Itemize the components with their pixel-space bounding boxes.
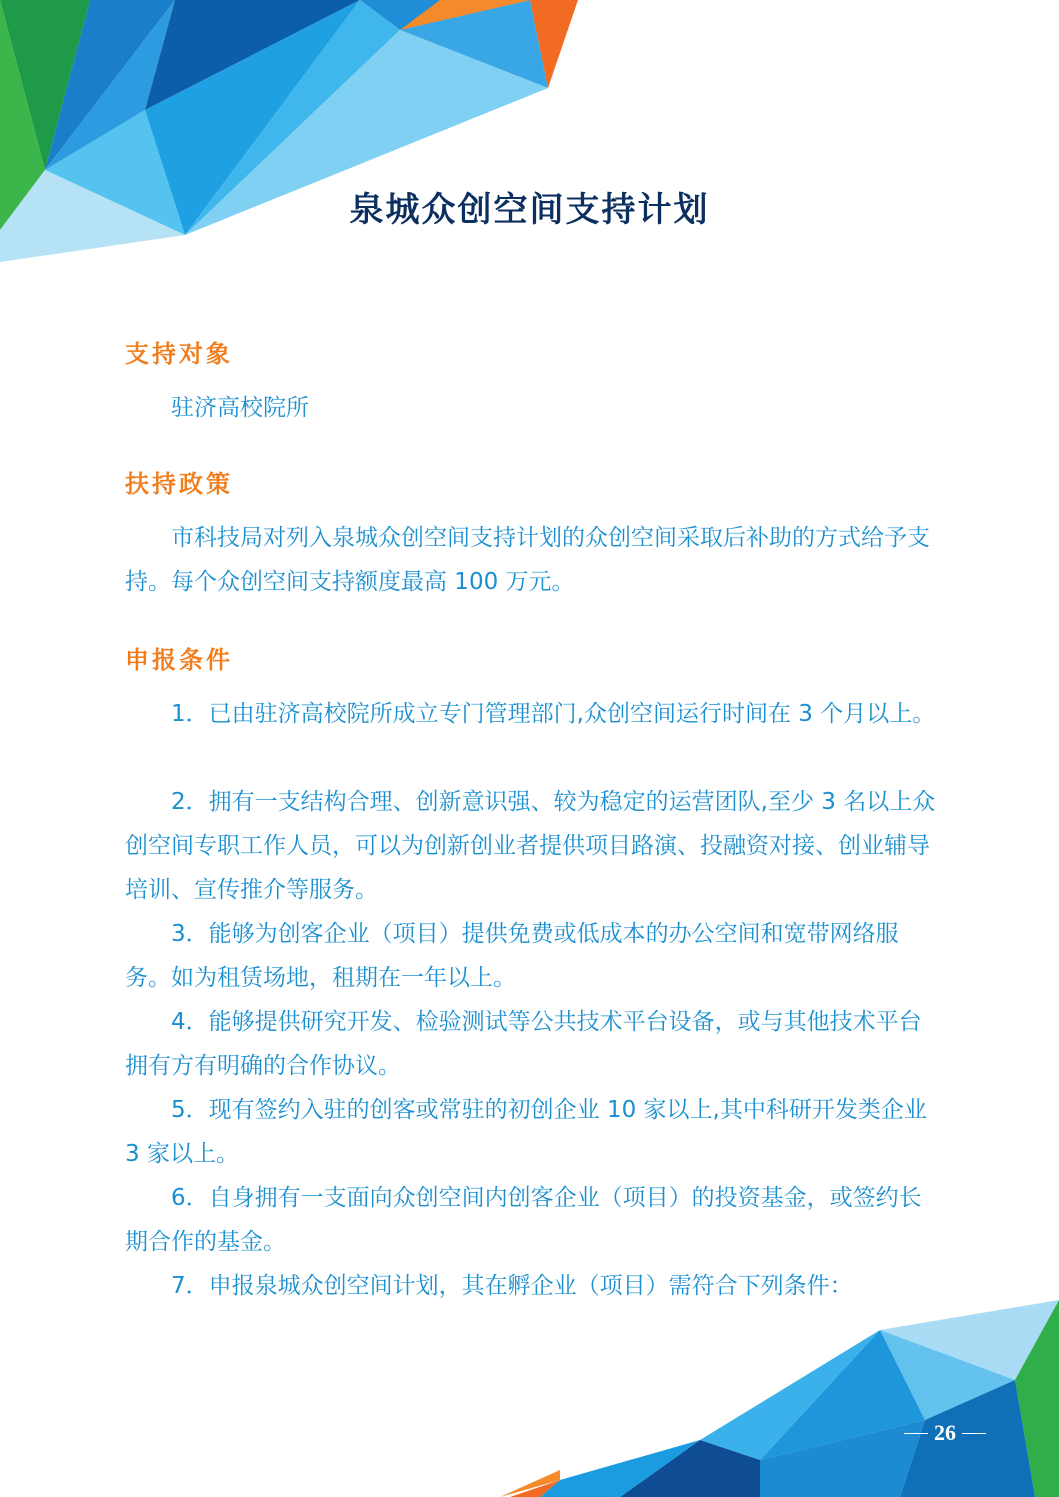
section-heading-support-target: 支持对象: [125, 339, 233, 368]
divider: [904, 1433, 928, 1434]
paragraph: 驻济高校院所: [171, 395, 309, 421]
condition-item: 7．申报泉城众创空间计划，其在孵企业（项目）需符合下列条件：: [171, 1273, 853, 1299]
condition-item: 1．已由驻济高校院所成立专门管理部门,众创空间运行时间在 3 个月以上。: [171, 701, 936, 727]
page-number: [900, 1418, 990, 1448]
condition-item: 6．自身拥有一支面向众创空间内创客企业（项目）的投资基金，或签约长期合作的基金。: [125, 1185, 922, 1255]
condition-item: 4．能够提供研究开发、检验测试等公共技术平台设备，或与其他技术平台拥有方有明确的合作协议。: [125, 1009, 922, 1079]
condition-item: 3．能够为创客企业（项目）提供免费或低成本的办公空间和宽带网络服务。如为租赁场地，租期在一年以上。: [125, 921, 899, 991]
section-heading-application-conditions: 申报条件: [125, 645, 233, 674]
page-title: 泉城众创空间支持计划: [349, 190, 710, 230]
page-number-value: 26: [934, 1420, 956, 1445]
condition-item: 5．现有签约入驻的创客或常驻的初创企业 10 家以上,其中科研开发类企业 3 家以上。: [125, 1097, 927, 1167]
divider: [962, 1433, 986, 1434]
section-heading-support-policy: 扶持政策: [125, 469, 233, 498]
condition-item: 2．拥有一支结构合理、创新意识强、较为稳定的运营团队,至少 3 名以上众创空间专职工作人员，可以为创新创业者提供项目路演、投融资对接、创业辅导培训、宣传推介等服务。: [125, 789, 936, 903]
paragraph: 市科技局对列入泉城众创空间支持计划的众创空间采取后补助的方式给予支持。每个众创空间支持额度最高 100 万元。: [125, 525, 930, 595]
